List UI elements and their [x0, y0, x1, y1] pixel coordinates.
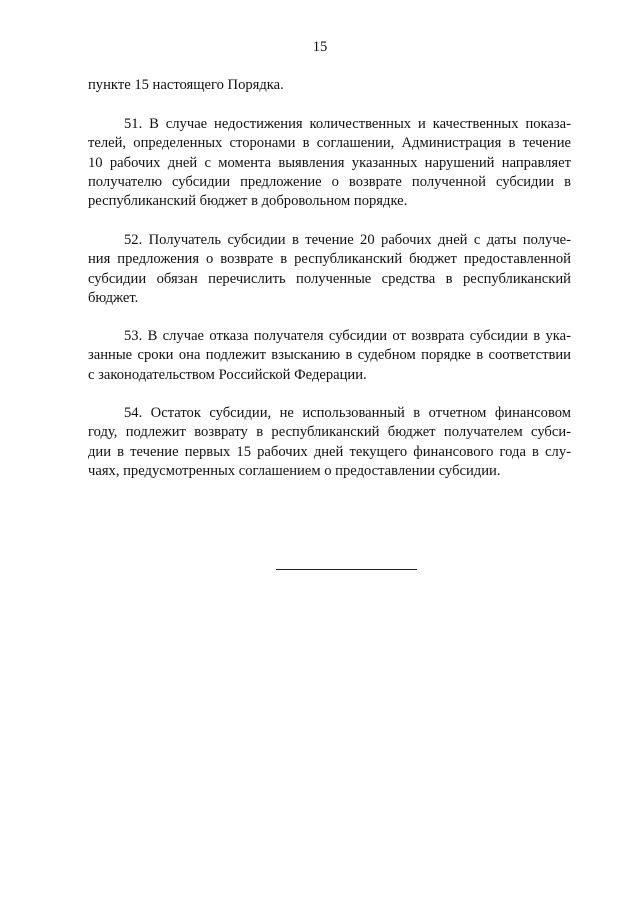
paragraph-54 [88, 404, 571, 481]
paragraph-53 [88, 327, 571, 385]
text-line: пункте 15 настоящего Порядка. [88, 77, 284, 93]
text-line: 54. Остаток субсидии, не использованный в отчетном финансовом [124, 405, 571, 421]
paragraph-52 [88, 231, 571, 308]
text-line: дии в течение первых 15 рабочих дней текущего финансового года в слу- [88, 443, 571, 460]
text-line: республиканский бюджет в добровольном порядке. [88, 193, 408, 210]
text-line: 53. В случае отказа получателя субсидии от возврата субсидии в ука- [124, 328, 571, 344]
text-line: получателю субсидии предложение о возврате полученной субсидии в [88, 173, 571, 190]
text-line: 10 рабочих дней с момента выявления указанных нарушений направляет [88, 154, 571, 171]
text-line: 52. Получатель субсидии в течение 20 рабочих дней с даты получе- [124, 232, 571, 248]
text-line: бюджет. [88, 289, 139, 306]
page-number: 15 [312, 39, 328, 55]
paragraph-51 [88, 115, 571, 211]
text-line: году, подлежит возврату в республиканский бюджет получателем субси- [88, 424, 571, 441]
text-line: с законодательством Российской Федерации. [88, 366, 367, 383]
text-line: занные сроки она подлежит взысканию в судебном порядке в соответствии [88, 347, 571, 364]
end-divider [276, 569, 417, 570]
text-line: ния предложения о возврате в республиканский бюджет предоставленной [88, 251, 571, 268]
text-line: субсидии обязан перечислить полученные средства в республиканский [88, 270, 571, 287]
text-line: 51. В случае недостижения количественных и качественных показа- [124, 116, 571, 132]
text-line: чаях, предусмотренных соглашением о предоставлении субсидии. [88, 462, 501, 479]
paragraph-continuation [88, 76, 571, 95]
text-line: телей, определенных сторонами в соглашении, Администрация в течение [88, 135, 571, 152]
